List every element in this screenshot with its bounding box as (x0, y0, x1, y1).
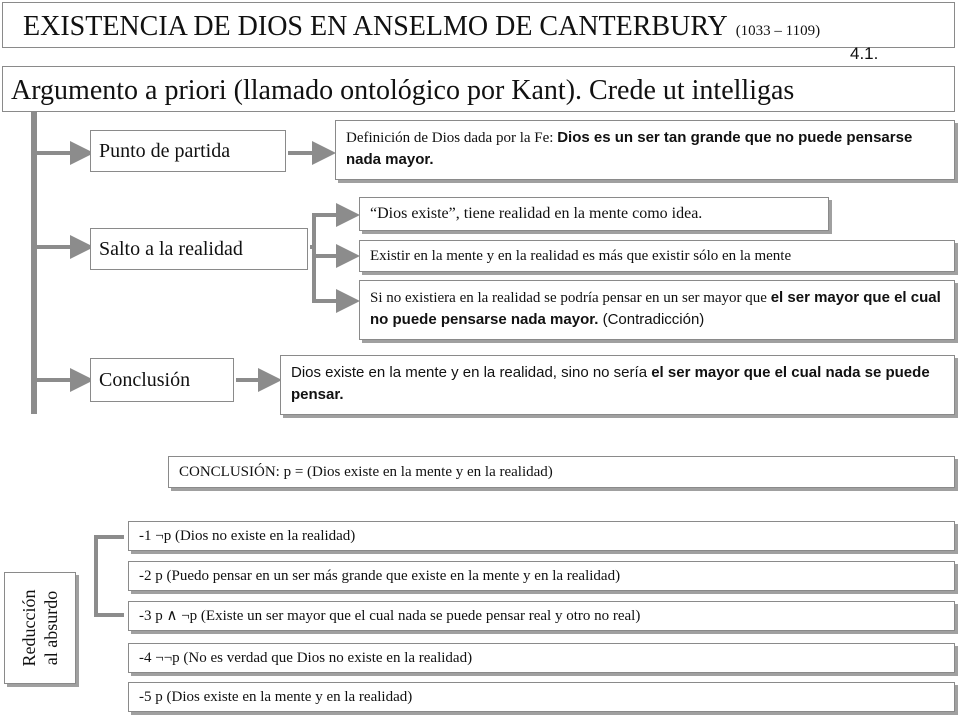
punto-text-bold: Dios es un ser tan grande que no puede pensarse nada mayor. (346, 129, 913, 168)
salto-item3-tail: (Contradicción) (598, 311, 705, 328)
title-main: EXISTENCIA DE DIOS EN ANSELMO DE CANTERBURY (23, 11, 728, 42)
label-punto-de-partida: Punto de partida (90, 130, 286, 172)
salto-item-2: Existir en la mente y en la realidad es más que existir sólo en la mente (359, 240, 955, 272)
page-title (2, 2, 955, 48)
slide-number: 4.1. (850, 44, 879, 63)
reduccion-label-text (18, 590, 62, 667)
reduccion-step-2: -2 p (Puedo pensar en un ser más grande que existe en la mente y en la realidad) (128, 561, 955, 591)
reduccion-step-3: -3 p ∧ ¬p (Existe un ser mayor que el cual nada se puede pensar real y otro no real) (128, 601, 955, 631)
salto-item-1: “Dios existe”, tiene realidad en la mente como idea. (359, 197, 829, 231)
conclusion-text (280, 355, 955, 415)
punto-text-plain: Definición de Dios dada por la Fe: (346, 130, 558, 146)
salto-item3-bold: el ser mayor que el cual no puede pensarse nada mayor. (370, 289, 941, 328)
label-reduccion-al-absurdo (4, 572, 76, 684)
reduccion-step-4: -4 ¬¬p (No es verdad que Dios no existe en la realidad) (128, 643, 955, 673)
label-salto-a-la-realidad: Salto a la realidad (90, 228, 308, 270)
formal-conclusion: CONCLUSIÓN: p = (Dios existe en la mente y en la realidad) (168, 456, 955, 488)
reduccion-step-1: -1 ¬p (Dios no existe en la realidad) (128, 521, 955, 551)
reduccion-bracket (96, 537, 124, 615)
label-conclusion: Conclusión (90, 358, 234, 402)
reduccion-step-5: -5 p (Dios existe en la mente y en la realidad) (128, 682, 955, 712)
reduccion-line1: Reducción (19, 589, 39, 667)
salto-item-3 (359, 280, 955, 340)
punto-definition (335, 120, 955, 180)
conclusion-text-plain: Dios existe en la mente y en la realidad, sino no sería (291, 364, 652, 381)
conclusion-text-bold: el ser mayor que el cual nada se puede pensar. (291, 364, 930, 403)
salto-item3-plain: Si no existiera en la realidad se podría pensar en un ser mayor que (370, 290, 771, 306)
title-dates: (1033 – 1109) (735, 23, 821, 39)
argument-subtitle: Argumento a priori (llamado ontológico por Kant). Crede ut intelligas (2, 66, 955, 112)
reduccion-line2: al absurdo (41, 590, 61, 666)
